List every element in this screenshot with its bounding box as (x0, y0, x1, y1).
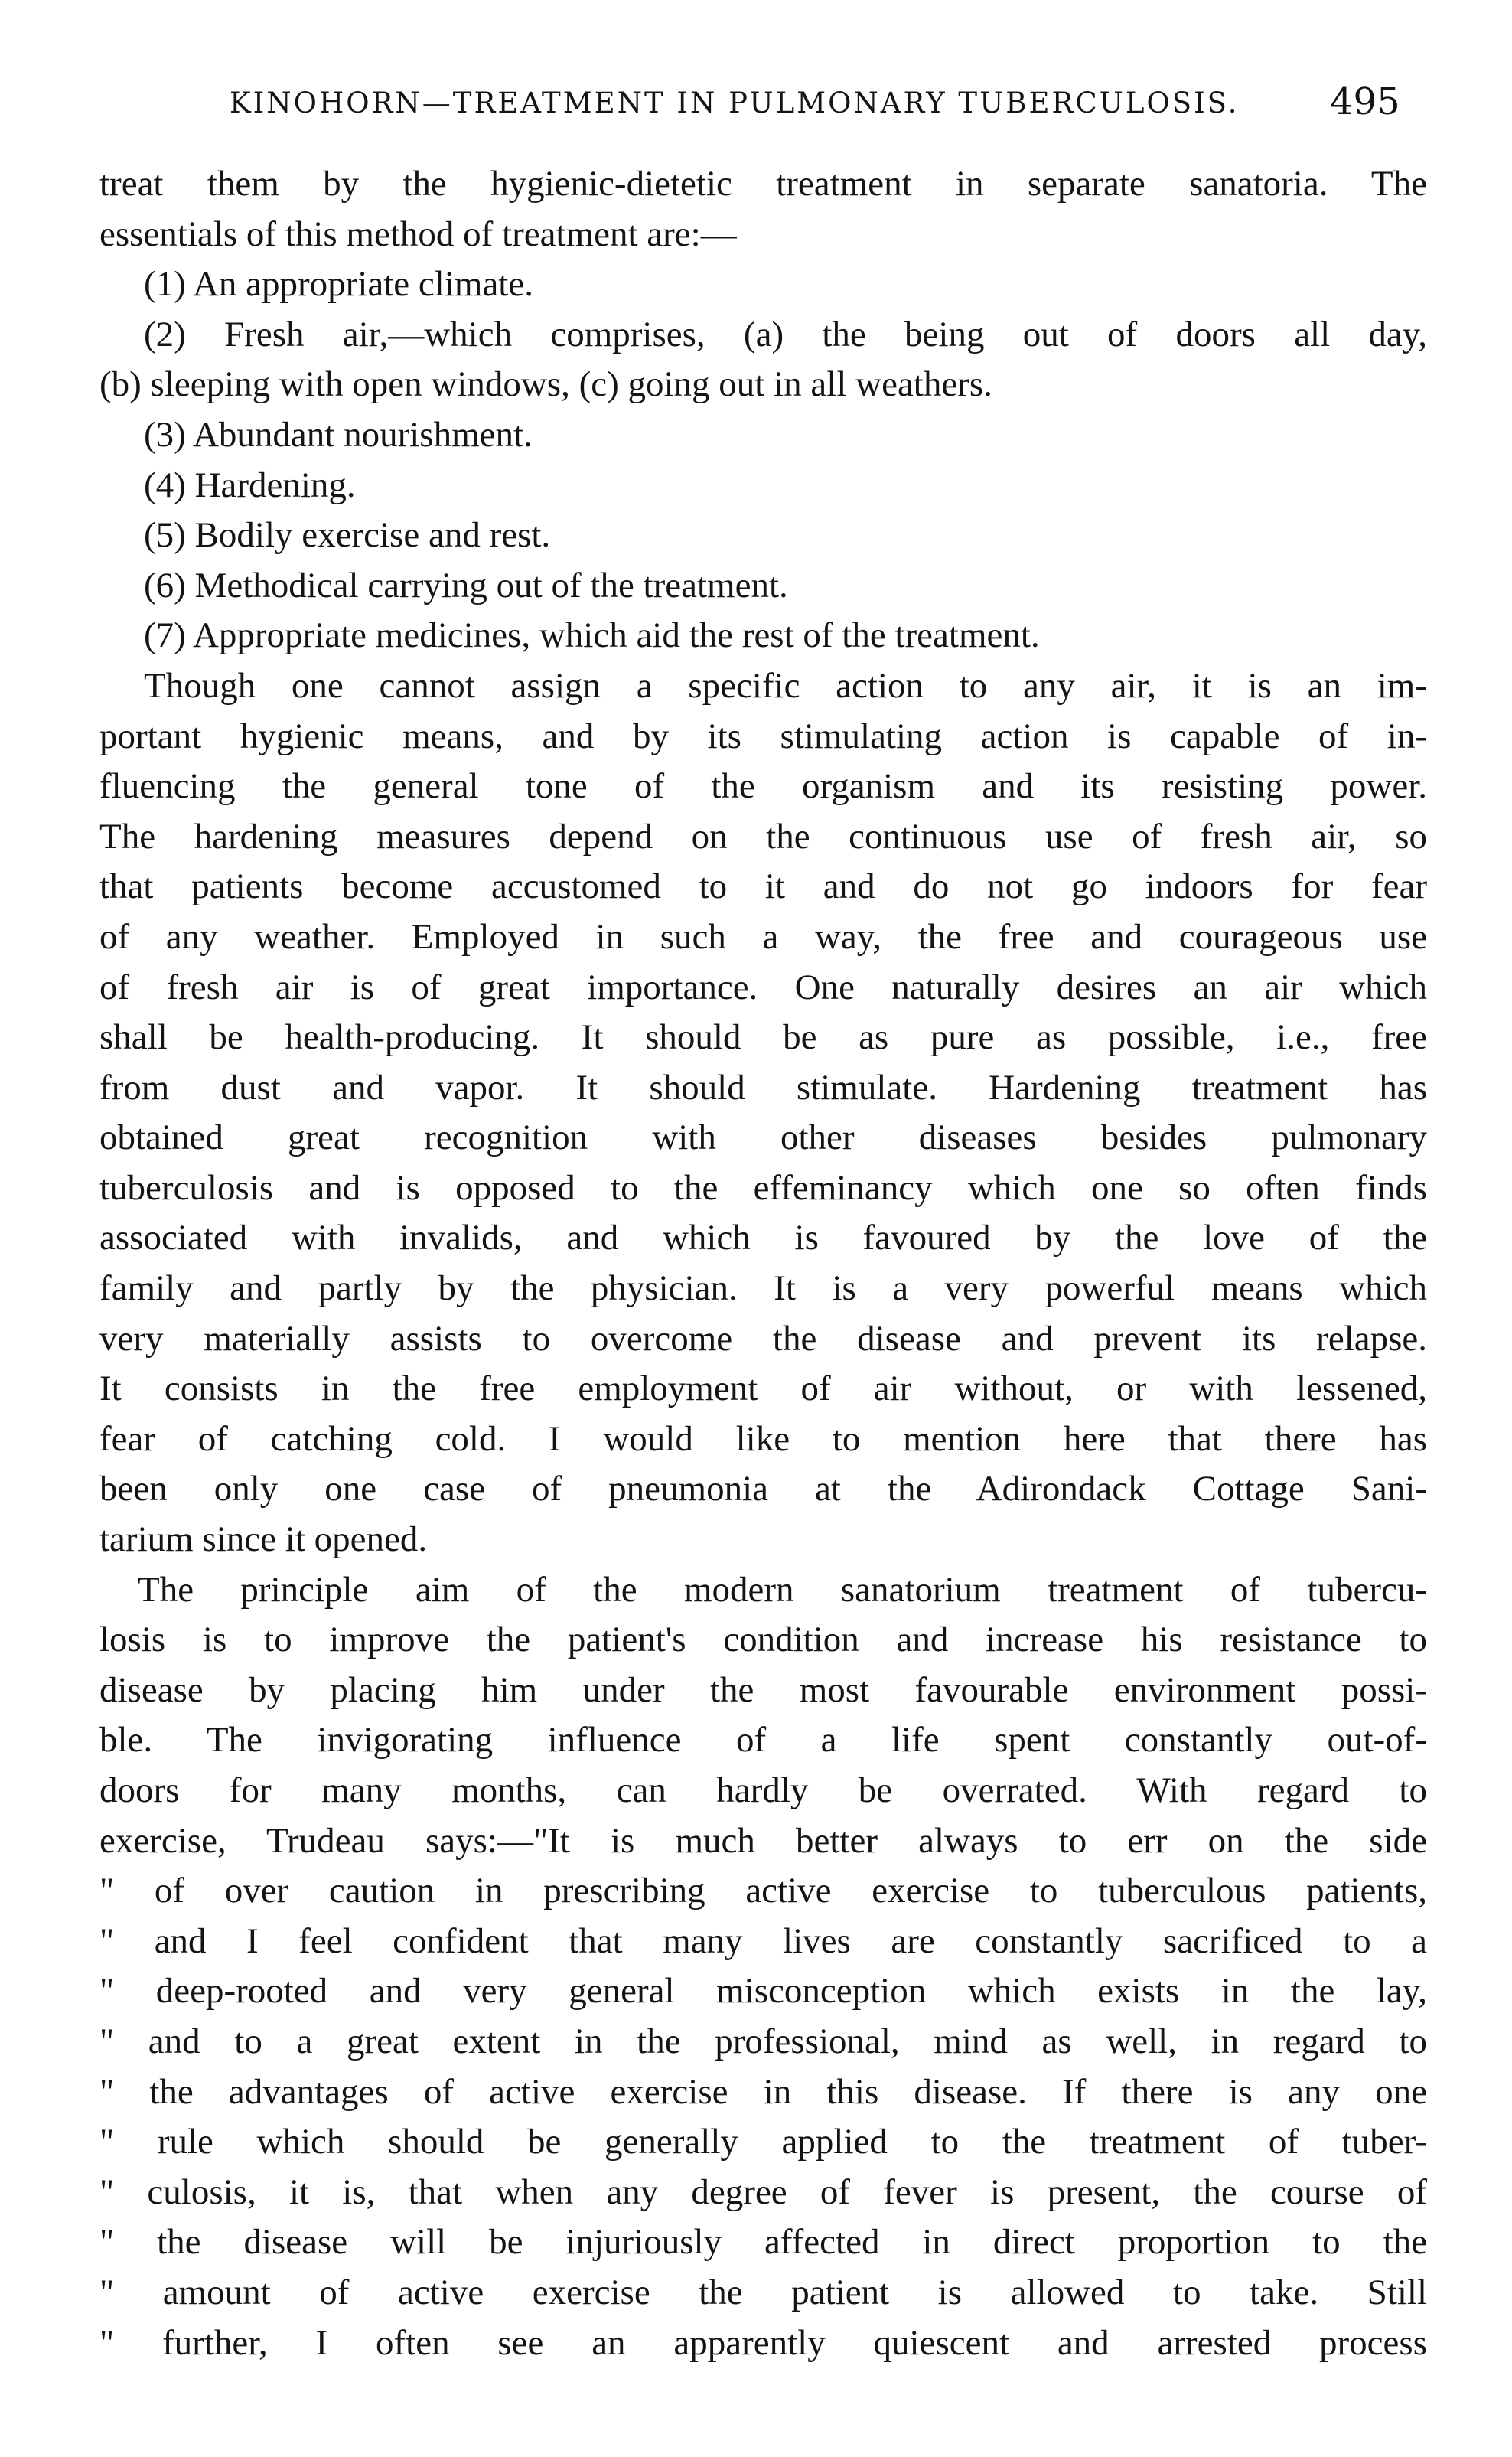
text-line: losis is to improve the patient's condition and increase his resistance to (99, 1620, 1427, 1660)
text-line: " and I feel confident that many lives are constantly sacrificed to a (99, 1920, 1427, 1961)
text-line: of fresh air is of great importance. One naturally desires an air which (99, 967, 1427, 1007)
text-line: " the advantages of active exercise in this disease. If there is any one (99, 2071, 1427, 2112)
page-number: 495 (1330, 80, 1400, 123)
text-line: disease by placing him under the most favourable environment possi- (99, 1669, 1427, 1710)
text-line: exercise, Trudeau says:—"It is much better always to err on the side (99, 1820, 1427, 1861)
text-line: " culosis, it is, that when any degree of fever is present, the course of (99, 2171, 1427, 2212)
text-line: (3) Abundant nourishment. (144, 414, 533, 455)
text-line: (b) sleeping with open windows, (c) going out in all weathers. (99, 364, 992, 405)
text-line: The hardening measures depend on the continuous use of fresh air, so (99, 816, 1427, 857)
text-line: " deep-rooted and very general misconception which exists in the lay, (99, 1971, 1427, 2012)
text-line: tarium since it opened. (99, 1519, 428, 1560)
text-line: It consists in the free employment of air without, or with lessened, (99, 1369, 1427, 1409)
text-line: Though one cannot assign a specific action to any air, it is an im- (144, 665, 1427, 706)
text-line: that patients become accustomed to it and do not go indoors for fear (99, 866, 1427, 907)
text-line: associated with invalids, and which is favoured by the love of the (99, 1218, 1427, 1258)
text-line: " rule which should be generally applied to the treatment of tuber- (99, 2122, 1427, 2162)
text-line: (6) Methodical carrying out of the treatment. (144, 565, 788, 605)
text-line: of any weather. Employed in such a way, the free and courageous use (99, 916, 1427, 957)
page-header (0, 80, 1512, 135)
text-line: treat them by the hygienic-dietetic treatment in separate sanatoria. The (99, 164, 1427, 204)
text-line: ble. The invigorating influence of a life spent constantly out-of- (99, 1720, 1427, 1760)
text-line: family and partly by the physician. It is a very powerful means which (99, 1268, 1427, 1309)
text-line: (4) Hardening. (144, 465, 356, 505)
text-line: (2) Fresh air,—which comprises, (a) the being out of doors all day, (144, 314, 1427, 354)
running-head: KINOHORN—TREATMENT IN PULMONARY TUBERCULOSIS. (230, 86, 1240, 119)
text-line: very materially assists to overcome the disease and prevent its relapse. (99, 1318, 1427, 1359)
text-line: from dust and vapor. It should stimulate. Hardening treatment has (99, 1067, 1427, 1108)
text-line: The principle aim of the modern sanatorium treatment of tubercu- (138, 1569, 1427, 1610)
text-line: essentials of this method of treatment are:— (99, 214, 737, 254)
text-line: fear of catching cold. I would like to mention here that there has (99, 1418, 1427, 1459)
text-line: tuberculosis and is opposed to the effeminancy which one so often finds (99, 1167, 1427, 1208)
text-line: doors for many months, can hardly be overrated. With regard to (99, 1770, 1427, 1810)
text-line: " the disease will be injuriously affected in direct proportion to the (99, 2222, 1427, 2263)
text-line: portant hygienic means, and by its stimulating action is capable of in- (99, 716, 1427, 756)
text-line: obtained great recognition with other diseases besides pulmonary (99, 1118, 1427, 1158)
text-line: " amount of active exercise the patient is allowed to take. Still (99, 2272, 1427, 2312)
text-line: fluencing the general tone of the organism and its resisting power. (99, 766, 1427, 807)
body-text (99, 159, 1427, 2368)
text-line: " and to a great extent in the professional, mind as well, in regard to (99, 2021, 1427, 2061)
text-line: " of over caution in prescribing active exercise to tuberculous patients, (99, 1871, 1427, 1911)
text-line: " further, I often see an apparently quiescent and arrested process (99, 2322, 1427, 2363)
text-line: shall be health-producing. It should be as pure as possible, i.e., free (99, 1017, 1427, 1058)
text-line: (1) An appropriate climate. (144, 264, 533, 305)
text-line: (7) Appropriate medicines, which aid the rest of the treatment. (144, 615, 1040, 656)
text-line: been only one case of pneumonia at the Adirondack Cottage Sani- (99, 1469, 1427, 1509)
text-line: (5) Bodily exercise and rest. (144, 515, 551, 556)
